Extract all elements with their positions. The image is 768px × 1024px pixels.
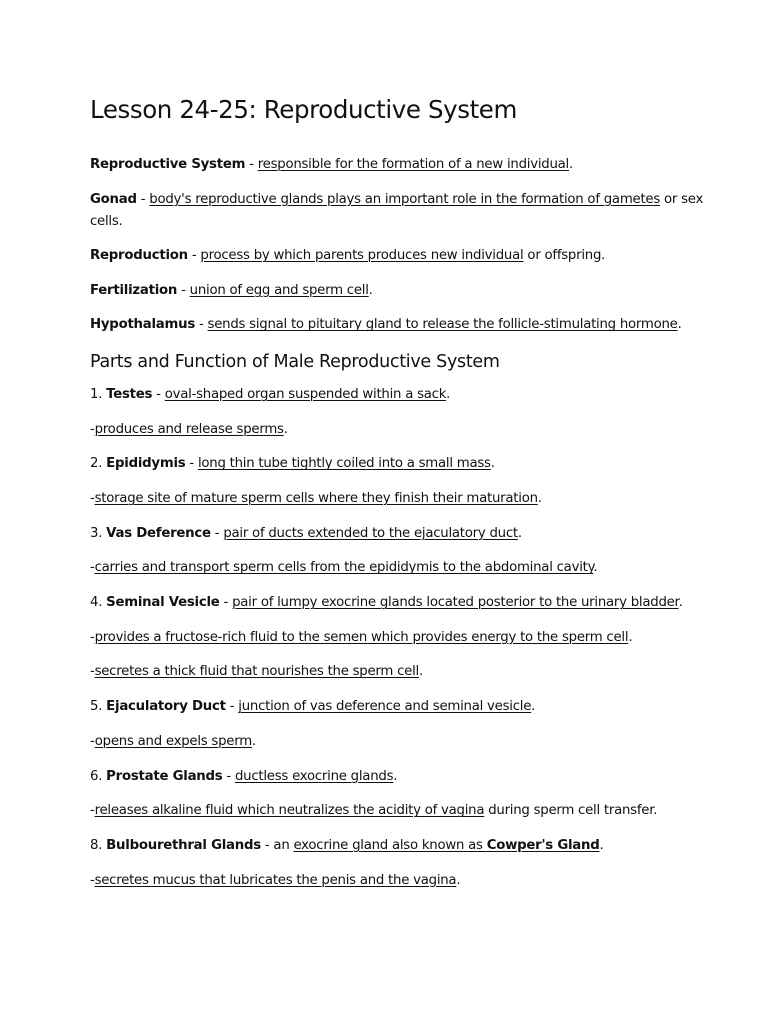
part-name: Ejaculatory Duct xyxy=(106,699,226,715)
definition-text: body's reproductive glands plays an important role in the formation of gametes xyxy=(149,191,661,207)
definition-text: process by which parents produces new individual xyxy=(200,248,524,264)
definition-term: Reproductive System xyxy=(90,157,246,172)
part-definition: junction of vas deference and seminal vesicle xyxy=(238,699,532,715)
part-alias: Cowper's Gland xyxy=(486,837,600,853)
definition-item: Hypothalamus - sends signal to pituitary gland to release the follicle-stimulating hormone. xyxy=(90,317,682,333)
part-item: 3. Vas Deference - pair of ducts extended to the ejaculatory duct. xyxy=(90,525,522,541)
part-function: -secretes mucus that lubricates the penis and the vagina. xyxy=(90,872,461,888)
definition-term: Fertilization xyxy=(90,282,178,298)
part-item: 2. Epididymis - long thin tube tightly coiled into a small mass. xyxy=(90,456,495,472)
function-text: produces and release sperms xyxy=(94,421,284,437)
part-definition: oval-shaped organ suspended within a sack xyxy=(164,386,447,402)
part-name: Vas Deference xyxy=(106,525,211,541)
part-number: 1. xyxy=(90,386,107,402)
part-number: 2. xyxy=(90,456,107,472)
part-function: -produces and release sperms. xyxy=(90,421,288,437)
part-item: 6. Prostate Glands - ductless exocrine glands. xyxy=(90,768,398,784)
function-text: provides a fructose-rich fluid to the semen which provides energy to the sperm cell xyxy=(94,629,629,645)
part-definition: ductless exocrine glands xyxy=(234,768,394,784)
definition-text: union of egg and sperm cell xyxy=(189,282,369,298)
part-number: 4. xyxy=(90,595,107,611)
part-number: 8. xyxy=(90,837,107,853)
definition-term: Hypothalamus xyxy=(90,317,196,333)
part-number: 3. xyxy=(90,525,107,541)
part-name: Epididymis xyxy=(106,456,186,472)
function-text: opens and expels sperm xyxy=(94,733,252,749)
definition-item: Reproductive System - responsible for the formation of a new individual. xyxy=(90,157,573,172)
definition-text: responsible for the formation of a new individual xyxy=(257,157,569,172)
definition-item: Fertilization - union of egg and sperm cell. xyxy=(90,282,373,298)
part-function: -releases alkaline fluid which neutralizes the acidity of vagina during sperm cell transfer. xyxy=(90,803,658,819)
part-name: Seminal Vesicle xyxy=(106,595,220,611)
definition-text: sends signal to pituitary gland to release the follicle-stimulating hormone xyxy=(207,317,678,333)
part-function: -carries and transport sperm cells from the epididymis to the abdominal cavity. xyxy=(90,560,598,576)
function-text: carries and transport sperm cells from the epididymis to the abdominal cavity xyxy=(94,560,594,576)
definition-item: Reproduction - process by which parents produces new individual or offspring. xyxy=(90,248,606,264)
part-item: 1. Testes - oval-shaped organ suspended within a sack. xyxy=(90,386,451,402)
part-name: Bulbourethral Glands xyxy=(106,837,261,853)
part-function: -provides a fructose-rich fluid to the semen which provides energy to the sperm cell. xyxy=(90,629,633,645)
page-title: Lesson 24-25: Reproductive System xyxy=(90,95,517,124)
part-name: Testes xyxy=(106,386,153,402)
part-definition: pair of lumpy exocrine glands located posterior to the urinary bladder xyxy=(232,595,679,611)
part-name: Prostate Glands xyxy=(106,768,223,784)
section-heading: Parts and Function of Male Reproductive System xyxy=(90,351,500,372)
part-definition: pair of ducts extended to the ejaculatory duct xyxy=(223,525,518,541)
part-item: 5. Ejaculatory Duct - junction of vas deference and seminal vesicle. xyxy=(90,699,536,715)
definition-term: Gonad xyxy=(90,191,137,207)
definitions-list xyxy=(90,154,708,336)
function-text: secretes a thick fluid that nourishes the sperm cell xyxy=(94,664,419,680)
function-text: secretes mucus that lubricates the penis and the vagina xyxy=(94,872,457,888)
part-number: 5. xyxy=(90,699,107,715)
function-text: storage site of mature sperm cells where they finish their maturation xyxy=(94,491,538,507)
part-item: 4. Seminal Vesicle - pair of lumpy exocrine glands located posterior to the urinary bladder. xyxy=(90,595,683,611)
part-item: 8. Bulbourethral Glands - an exocrine gland also known as Cowper's Gland. xyxy=(90,837,604,853)
part-definition: exocrine gland also known as Cowper's Gland xyxy=(293,837,600,853)
part-number: 6. xyxy=(90,768,107,784)
definition-item: Gonad - body's reproductive glands plays an important role in the formation of gametes or sex cells. xyxy=(90,191,704,229)
parts-list xyxy=(90,384,708,892)
part-definition: long thin tube tightly coiled into a small mass xyxy=(197,456,491,472)
part-function: -secretes a thick fluid that nourishes the sperm cell. xyxy=(90,664,423,680)
part-function: -opens and expels sperm. xyxy=(90,733,256,749)
definition-term: Reproduction xyxy=(90,248,188,264)
part-function: -storage site of mature sperm cells where they finish their maturation. xyxy=(90,491,542,507)
function-text: releases alkaline fluid which neutralizes the acidity of vagina xyxy=(94,803,485,819)
